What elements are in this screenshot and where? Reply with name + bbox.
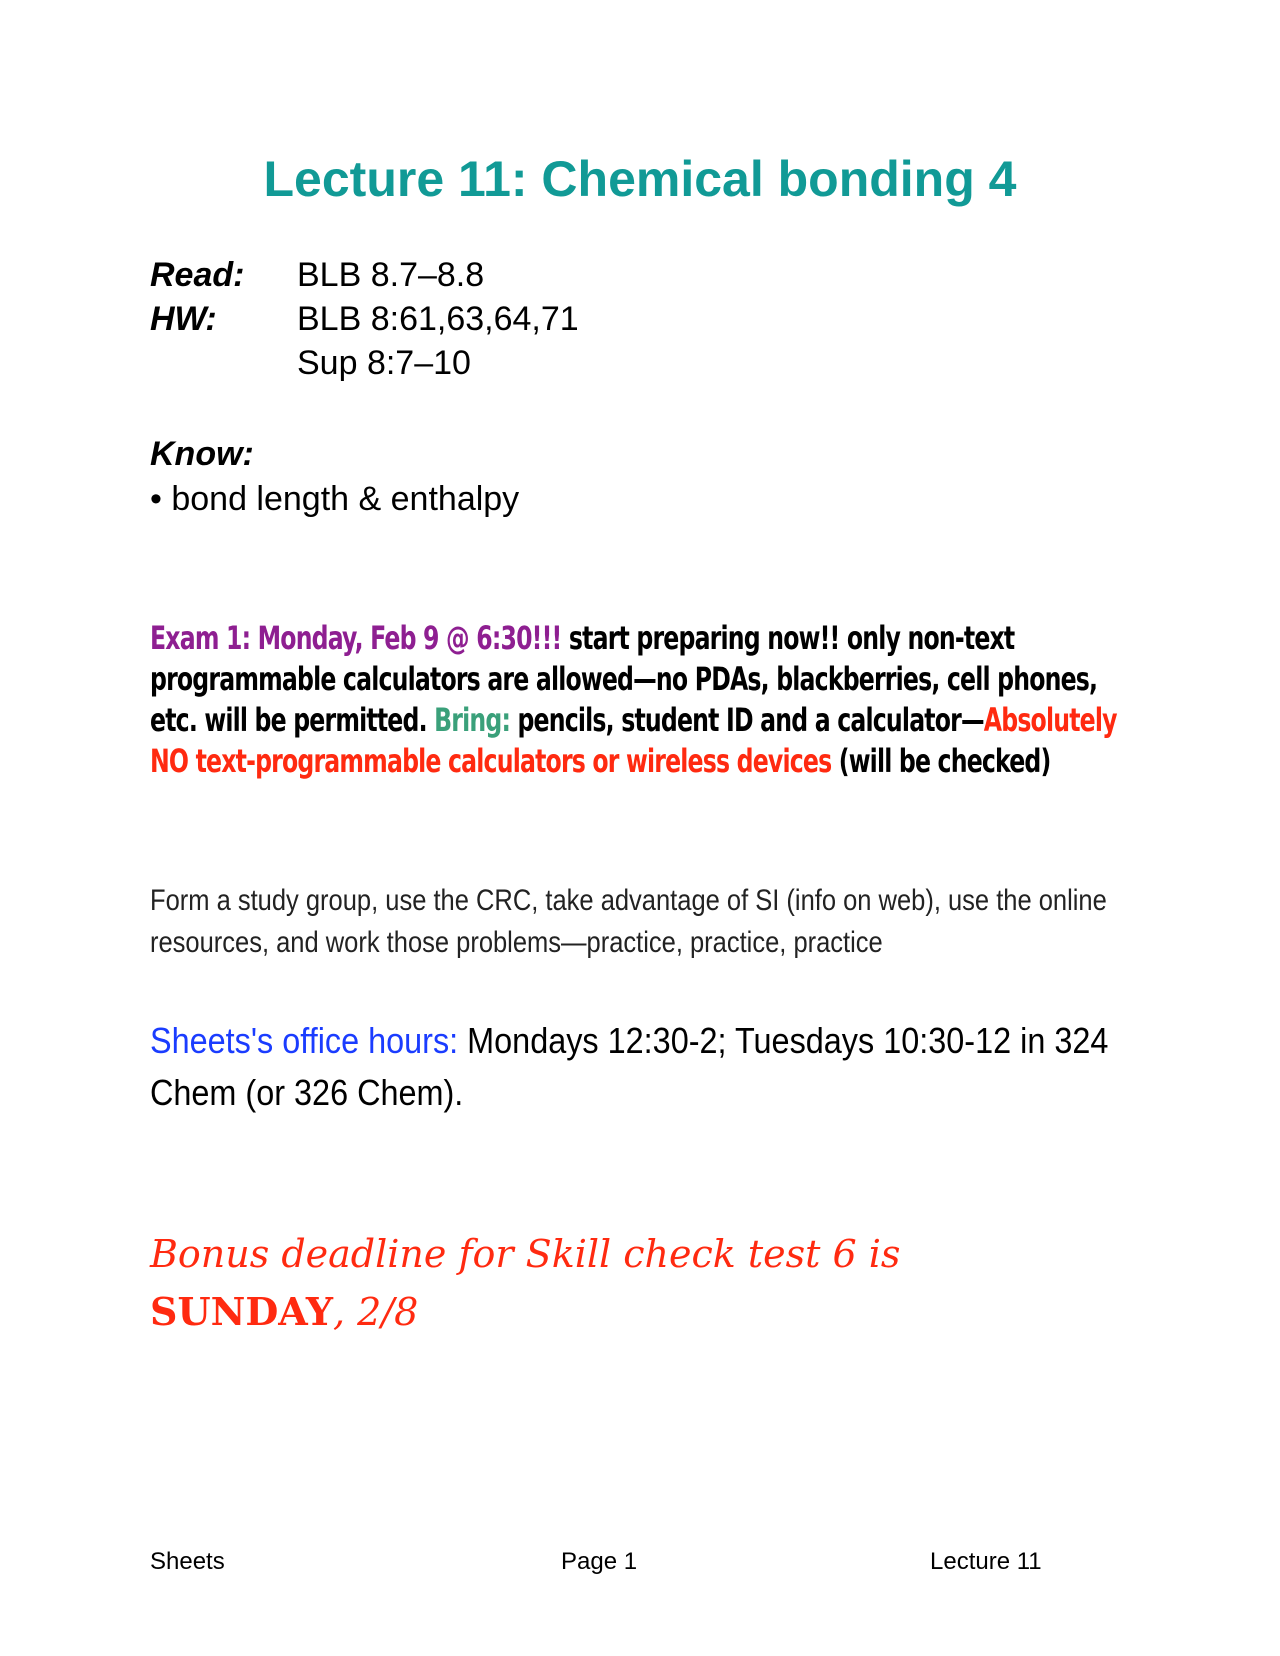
footer-lecture: Lecture 11 bbox=[930, 1548, 1042, 1575]
bonus-deadline bbox=[150, 1225, 900, 1341]
read-value: BLB 8.7–8.8 bbox=[297, 256, 485, 294]
bonus-day: SUNDAY bbox=[150, 1289, 333, 1334]
exam-text: (will be checked) bbox=[831, 742, 1051, 780]
know-label: Know: bbox=[150, 435, 254, 473]
office-hours-label: Sheets's office hours: bbox=[150, 1020, 459, 1061]
hw-label: HW: bbox=[150, 300, 217, 338]
exam-text: start preparing now!! only non-text programmable calculators are allowed—no PDAs, blackberries, cell phones, etc. will be permitted. bbox=[150, 619, 1098, 739]
office-hours-text: Mondays 12:30-2; Tuesdays 10:30-12 in 324 Chem (or 326 Chem). bbox=[150, 1020, 1109, 1113]
bring-label: Bring: bbox=[434, 701, 511, 739]
office-hours bbox=[150, 1015, 1140, 1119]
hw-value: BLB 8:61,63,64,71 bbox=[297, 300, 579, 338]
bonus-date: , 2/8 bbox=[333, 1290, 419, 1334]
know-item: • bond length & enthalpy bbox=[150, 480, 520, 518]
exam-notice bbox=[150, 618, 1118, 782]
hw-value: Sup 8:7–10 bbox=[297, 344, 471, 382]
read-label: Read: bbox=[150, 256, 245, 294]
exam-warning: Absolutely NO text-programmable calculators or wireless devices bbox=[150, 701, 1117, 780]
study-advice: Form a study group, use the CRC, take advantage of SI (info on web), use the online resources, and work those problems—practice, practice, practice bbox=[150, 884, 1107, 959]
bonus-text: Bonus deadline for Skill check test 6 is bbox=[150, 1232, 901, 1276]
footer-author: Sheets bbox=[150, 1548, 225, 1575]
footer-page: Page 1 bbox=[561, 1548, 638, 1575]
page-title: Lecture 11: Chemical bonding 4 bbox=[263, 151, 1017, 207]
exam-heading: Exam 1: Monday, Feb 9 @ 6:30!!! bbox=[150, 619, 562, 657]
exam-text: pencils, student ID and a calculator— bbox=[510, 701, 984, 739]
